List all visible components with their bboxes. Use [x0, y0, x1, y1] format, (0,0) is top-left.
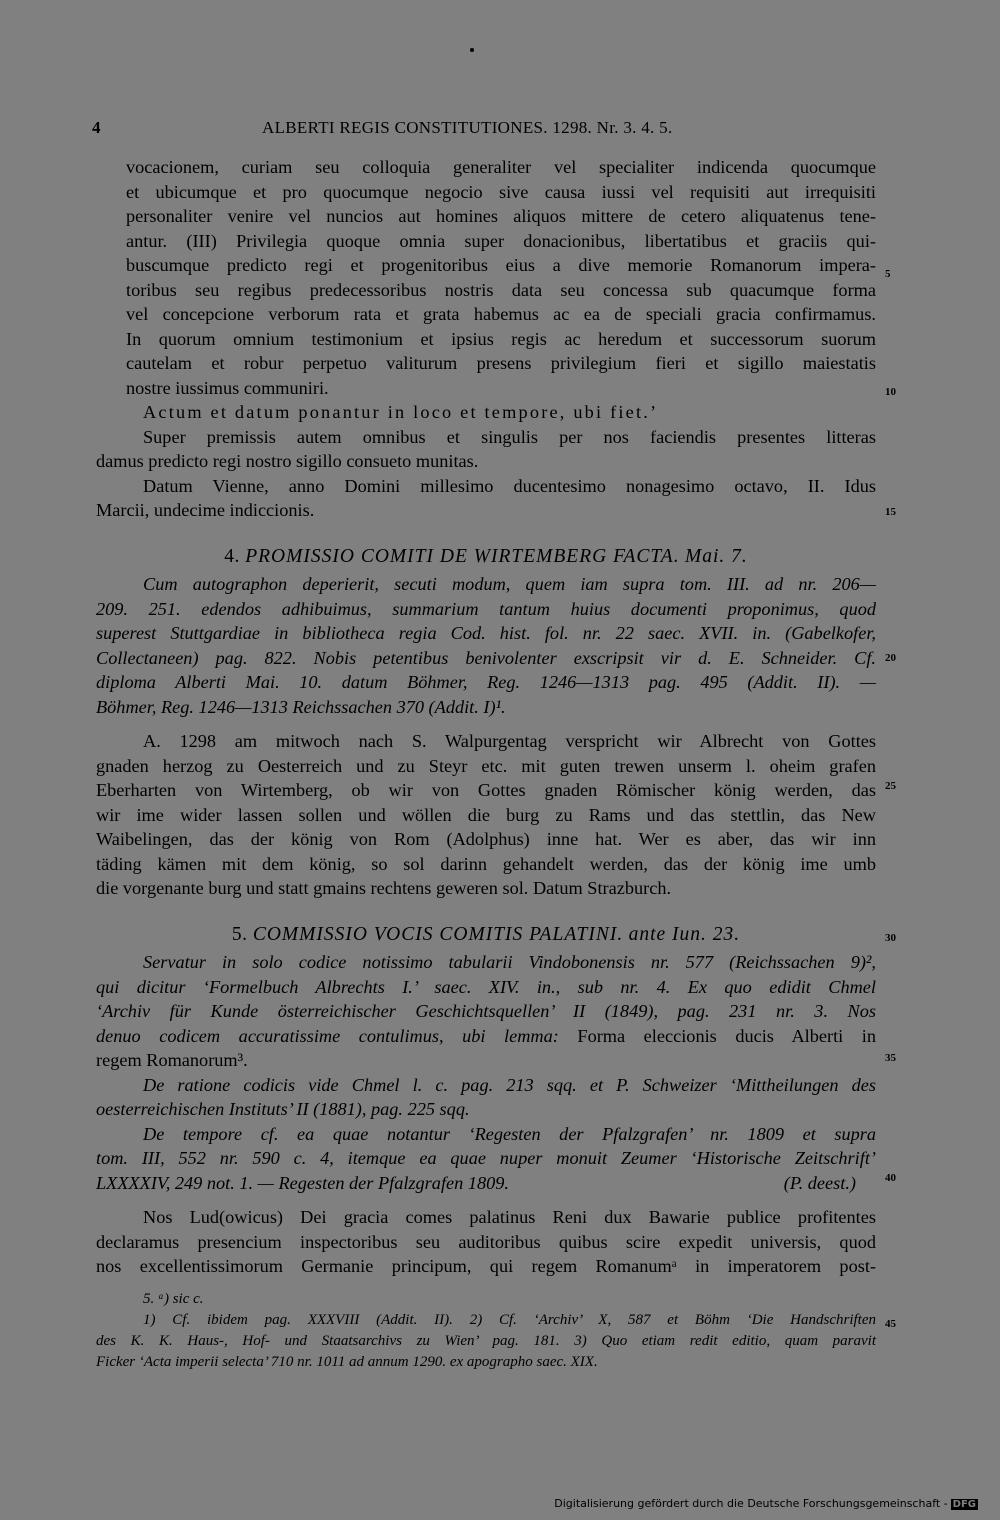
- section-5-codex-note: [96, 1073, 876, 1122]
- text-line: qui dicitur ‘Formelbuch Albrechts I.’ saec. XIV. in., sub nr. 4. Ex quo edidit Chmel: [96, 976, 876, 997]
- credit-text: Digitalisierung gefördert durch die Deutsche Forschungsgemeinschaft -: [554, 1497, 948, 1510]
- text-line: nostre iussimus communiri.: [126, 377, 329, 398]
- text-line: die vorgenante burg und statt gmains rechtens geweren sol. Datum Strazburch.: [96, 878, 672, 898]
- footnote-line: Ficker ‘Acta imperii selecta’ 710 nr. 1011 ad annum 1290. ex apographo saec. XIX.: [96, 1353, 598, 1370]
- page-number: 4: [92, 118, 101, 137]
- margin-line-number: 35: [885, 1052, 896, 1064]
- section-5-text: [96, 1205, 876, 1279]
- section-5-heading: [96, 923, 876, 948]
- text-line: Datum Vienne, anno Domini millesimo ducentesimo nonagesimo octavo, II. Idus: [143, 475, 876, 496]
- section-5-editorial-note: [96, 950, 876, 1073]
- text-line: 209. 251. edendos adhibuimus, summarium tantum huius documenti proponimus, quod: [96, 598, 876, 619]
- section-number: 5.: [231, 923, 248, 945]
- text-line: De ratione codicis vide Chmel l. c. pag. 213 sqq. et P. Schweizer ‘Mittheilungen des: [143, 1074, 876, 1095]
- dfg-logo: DFG: [952, 1499, 976, 1510]
- page-body: [96, 155, 876, 1373]
- text-line-part: LXXXXIV, 249 not. 1. — Regesten der Pfalzgrafen 1809.: [96, 1172, 509, 1193]
- text-line-part: denuo codicem accuratissime contulimus, ubi lemma:: [96, 1025, 559, 1046]
- text-line: Super premissis autem omnibus et singulis per nos faciendis presentes litteras: [143, 426, 876, 447]
- section-title: COMMISSIO VOCIS COMITIS PALATINI.: [252, 923, 624, 945]
- text-line: Eberharten von Wirtemberg, ob wir von Gottes gnaden Römischer könig werden, das: [96, 780, 876, 800]
- lemma: Forma eleccionis ducis Alberti in: [577, 1025, 876, 1046]
- margin-line-number: 20: [885, 652, 896, 664]
- text-line: Cum autographon deperierit, secuti modum, quem iam supra tom. III. ad nr. 206—: [143, 574, 876, 594]
- text-line: Böhmer, Reg. 1246—1313 Reichssachen 370 (Addit. I)¹.: [96, 696, 506, 717]
- section-title: PROMISSIO COMITI DE WIRTEMBERG FACTA.: [245, 545, 680, 567]
- margin-line-number: 30: [885, 932, 896, 944]
- text-line: buscumque predicto regi et progenitoribus eius a dive memorie Romanorum impera-: [126, 255, 876, 275]
- section-number: 4.: [224, 545, 240, 567]
- text-line: antur. (III) Privilegia quoque omnia super donacionibus, libertatibus et graciis qui-: [126, 230, 876, 251]
- text-line: damus predicto regi nostro sigillo consueto munitas.: [96, 451, 479, 471]
- footnote-line: 1) Cf. ibidem pag. XXXVIII (Addit. II). 2) Cf. ‘Archiv’ X, 587 et Böhm ‘Die Handschriften: [143, 1311, 876, 1328]
- running-title: ALBERTI REGIS CONSTITUTIONES. 1298. Nr. 3. 4. 5.: [262, 118, 673, 137]
- text-line: [96, 1171, 876, 1196]
- margin-line-number: 40: [885, 1172, 896, 1184]
- text-line: toribus seu regibus predecessoribus nostris data seu concessa sub quacumque forma: [126, 279, 876, 300]
- page-header: [92, 118, 882, 142]
- margin-line-number: 45: [885, 1318, 896, 1330]
- text-line: declaramus presencium inspectoribus seu auditoribus quibus scire expedit universis, quod: [96, 1231, 876, 1252]
- text-line: Marcii, undecime indiccionis.: [96, 500, 315, 520]
- text-line: nos excellentissimorum Germanie principum, qui regem Romanumᵃ in imperatorem post-: [96, 1256, 876, 1276]
- text-line: diploma Alberti Mai. 10. datum Böhmer, Reg. 1246—1313 pag. 495 (Addit. II). —: [96, 672, 876, 692]
- paragraph-datum: [96, 474, 876, 523]
- section-4-text: [96, 729, 876, 901]
- text-line: Collectaneen) pag. 822. Nobis petentibus benivolenter exscripsit vir d. E. Schneider. Cf.: [96, 647, 876, 668]
- text-line: personaliter venire vel nuncios aut homines aliquos mittere de cetero aliquatenus tene-: [126, 206, 876, 226]
- text-line: wir ime wider lassen sollen und wöllen die burg zu Rams und das stettlin, das New: [96, 804, 876, 825]
- text-line: vel concepcione verborum rata et grata habemus ac ea de speciali gracia confirmamus.: [126, 304, 876, 324]
- text-line: superest Stuttgardiae in bibliotheca regia Cod. hist. fol. nr. 22 saec. XVII. in. (Gabelkofer,: [96, 623, 876, 643]
- text-line: [96, 1024, 876, 1049]
- margin-line-number: 10: [885, 386, 896, 398]
- section-date: ante Iun. 23.: [628, 923, 741, 945]
- footnotes: [96, 1289, 876, 1373]
- text-line: Nos Lud(owicus) Dei gracia comes palatinus Reni dux Bawarie publice profitentes: [143, 1207, 876, 1227]
- margin-line-number: 5: [885, 268, 891, 280]
- text-line: De tempore cf. ea quae notantur ‘Regesten der Pfalzgrafen’ nr. 1809 et supra: [143, 1123, 876, 1144]
- footnote-line: des K. K. Haus-, Hof- und Staatsarchivs zu Wien’ pag. 181. 3) Quo etiam redit editio, quam paravit: [96, 1332, 876, 1349]
- text-line: In quorum omnium testimonium et ipsius regis ac heredum et successorum suorum: [126, 328, 876, 349]
- text-line: Waibelingen, das der könig von Rom (Adolphus) inne hat. Wer es aber, das wir inn: [96, 829, 876, 849]
- actum-line: Actum et datum ponantur in loco et tempore, ubi fiet.’: [143, 402, 659, 422]
- section-4-heading: [96, 545, 876, 570]
- margin-line-number: 15: [885, 506, 896, 518]
- text-line: täding kämen mit dem könig, so sol darinn gehandelt werden, das der könig ime umb: [96, 853, 876, 874]
- section-4-editorial-note: [96, 572, 876, 719]
- text-line: regem Romanorum³.: [96, 1050, 248, 1070]
- text-line: tom. III, 552 nr. 590 c. 4, itemque ea quae nuper monuit Zeumer ‘Historische Zeitschrift’: [96, 1148, 876, 1168]
- paragraph-privilegia: [96, 155, 876, 400]
- text-line: et ubicumque et pro quocumque negocio sive causa iussi vel requisiti aut irrequisiti: [126, 181, 876, 202]
- text-line: Servatur in solo codice notissimo tabularii Vindobonensis nr. 577 (Reichssachen 9)²,: [143, 952, 876, 972]
- text-line: ‘Archiv für Kunde österreichischer Geschichtsquellen’ II (1849), pag. 231 nr. 3. Nos: [96, 1001, 876, 1021]
- text-line: gnaden herzog zu Oesterreich und zu Steyr etc. mit guten trewen unserm l. oheim grafen: [96, 755, 876, 776]
- text-line: A. 1298 am mitwoch nach S. Walpurgentag verspricht wir Albrecht von Gottes: [143, 731, 876, 751]
- section-date: Mai. 7.: [684, 545, 748, 567]
- margin-line-number: 25: [885, 780, 896, 792]
- footnote-a: 5. ᵃ) sic c.: [143, 1290, 204, 1307]
- dfg-credit: [554, 1497, 978, 1510]
- ink-dot: [470, 48, 474, 52]
- text-line: oesterreichischen Instituts’ II (1881), pag. 225 sqq.: [96, 1099, 470, 1119]
- deest-note: (P. deest.): [783, 1172, 856, 1193]
- text-line: cautelam et robur perpetuo valiturum presens privilegium fieri et sigillo maiestatis: [126, 353, 876, 373]
- paragraph-super: [96, 425, 876, 474]
- section-5-date-note: [96, 1122, 876, 1196]
- text-line: vocacionem, curiam seu colloquia generaliter vel specialiter indicenda quocumque: [126, 157, 876, 177]
